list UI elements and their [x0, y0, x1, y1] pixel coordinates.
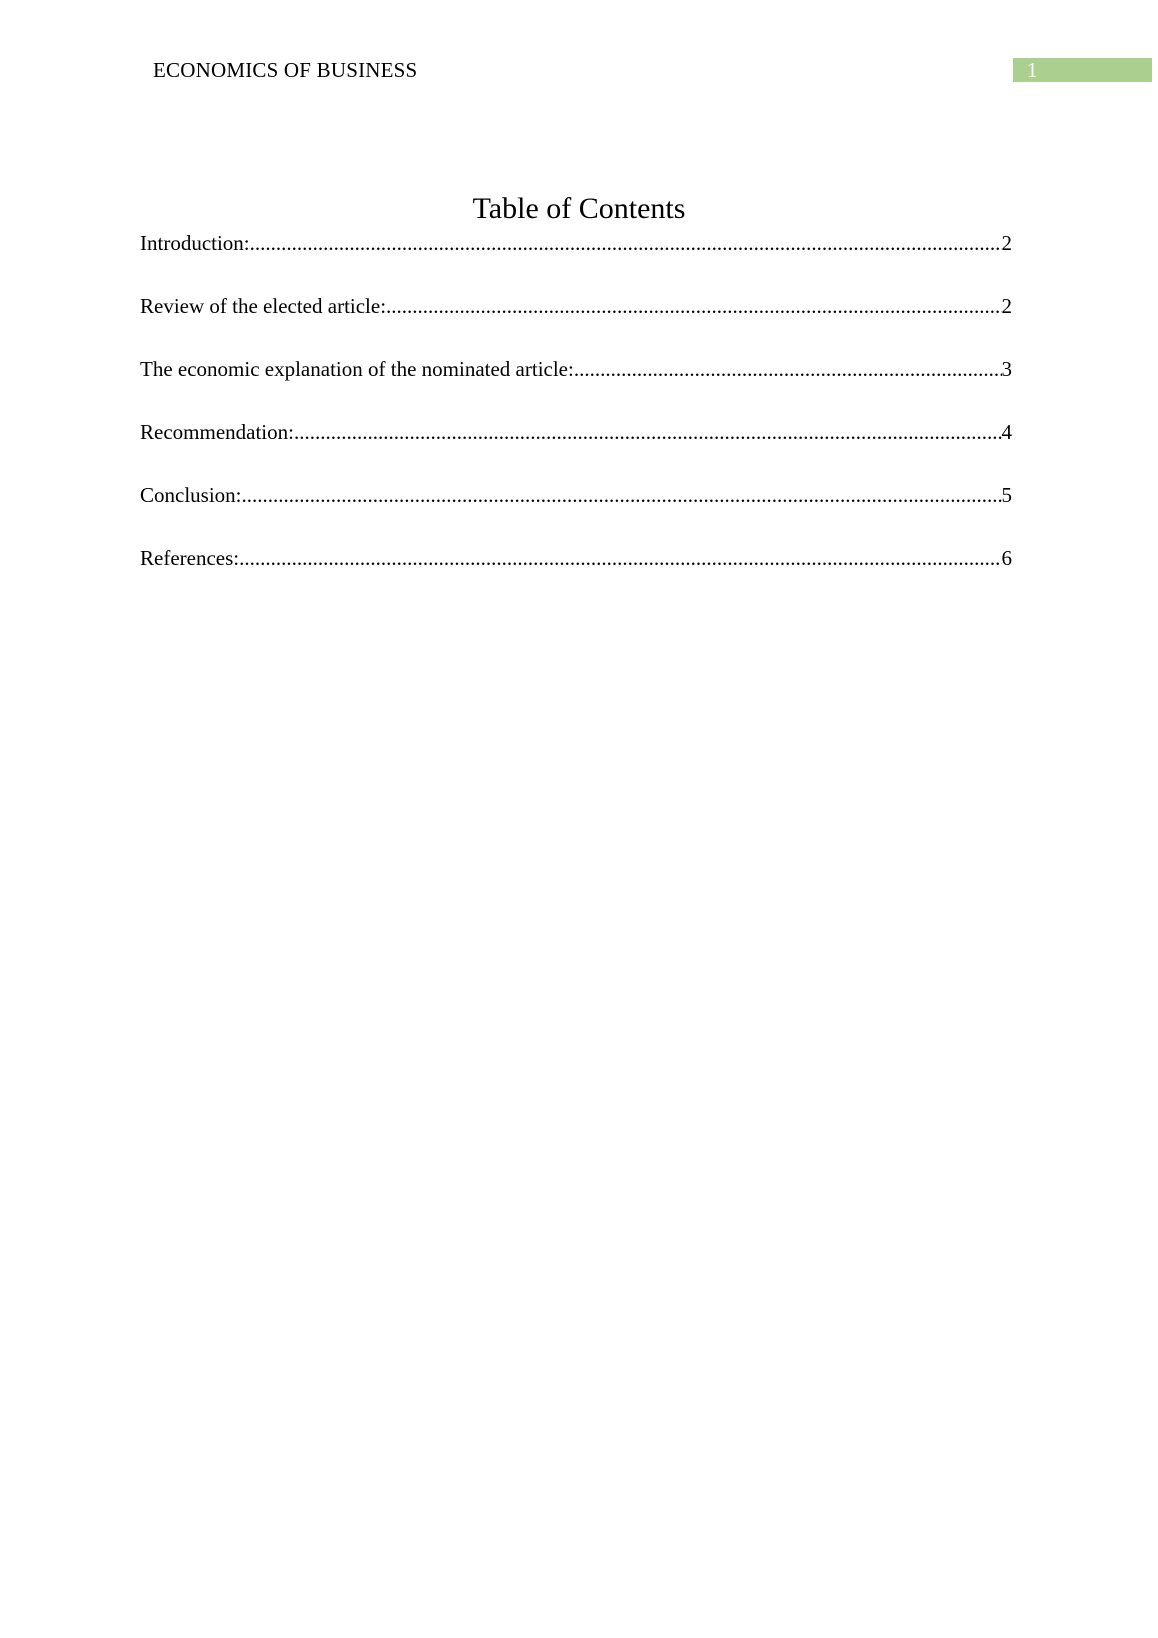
toc-entry-page: 5	[1001, 483, 1012, 507]
toc-entry-label: Introduction:	[140, 231, 250, 255]
toc-entry-review[interactable]	[140, 292, 1012, 355]
toc-entry-page: 2	[1001, 231, 1012, 255]
toc-dot-leader	[574, 355, 1002, 383]
toc-entry-recommendation[interactable]	[140, 418, 1012, 481]
toc-dot-leader	[239, 544, 1001, 572]
page-number: 1	[1027, 58, 1038, 82]
toc-entry-introduction[interactable]	[140, 229, 1012, 292]
running-header-title: ECONOMICS OF BUSINESS	[153, 58, 418, 82]
page-number-badge	[1013, 58, 1152, 82]
table-of-contents	[140, 229, 1012, 607]
toc-dot-leader	[250, 229, 1002, 257]
toc-entry-economic-explanation[interactable]	[140, 355, 1012, 418]
toc-entry-label: Recommendation:	[140, 420, 294, 444]
toc-entry-references[interactable]	[140, 544, 1012, 607]
toc-entry-label: Review of the elected article:	[140, 294, 387, 318]
toc-dot-leader	[386, 292, 1001, 320]
toc-entry-conclusion[interactable]	[140, 481, 1012, 544]
toc-dot-leader	[294, 418, 1002, 446]
toc-entry-page: 3	[1001, 357, 1012, 381]
toc-entry-label: The economic explanation of the nominated article:	[140, 357, 574, 381]
toc-entry-label: References:	[140, 546, 240, 570]
toc-heading: Table of Contents	[472, 192, 686, 225]
toc-entry-page: 6	[1001, 546, 1012, 570]
toc-entry-page: 2	[1001, 294, 1012, 318]
toc-entry-label: Conclusion:	[140, 483, 242, 507]
toc-dot-leader	[242, 481, 1002, 509]
toc-entry-page: 4	[1001, 420, 1012, 444]
